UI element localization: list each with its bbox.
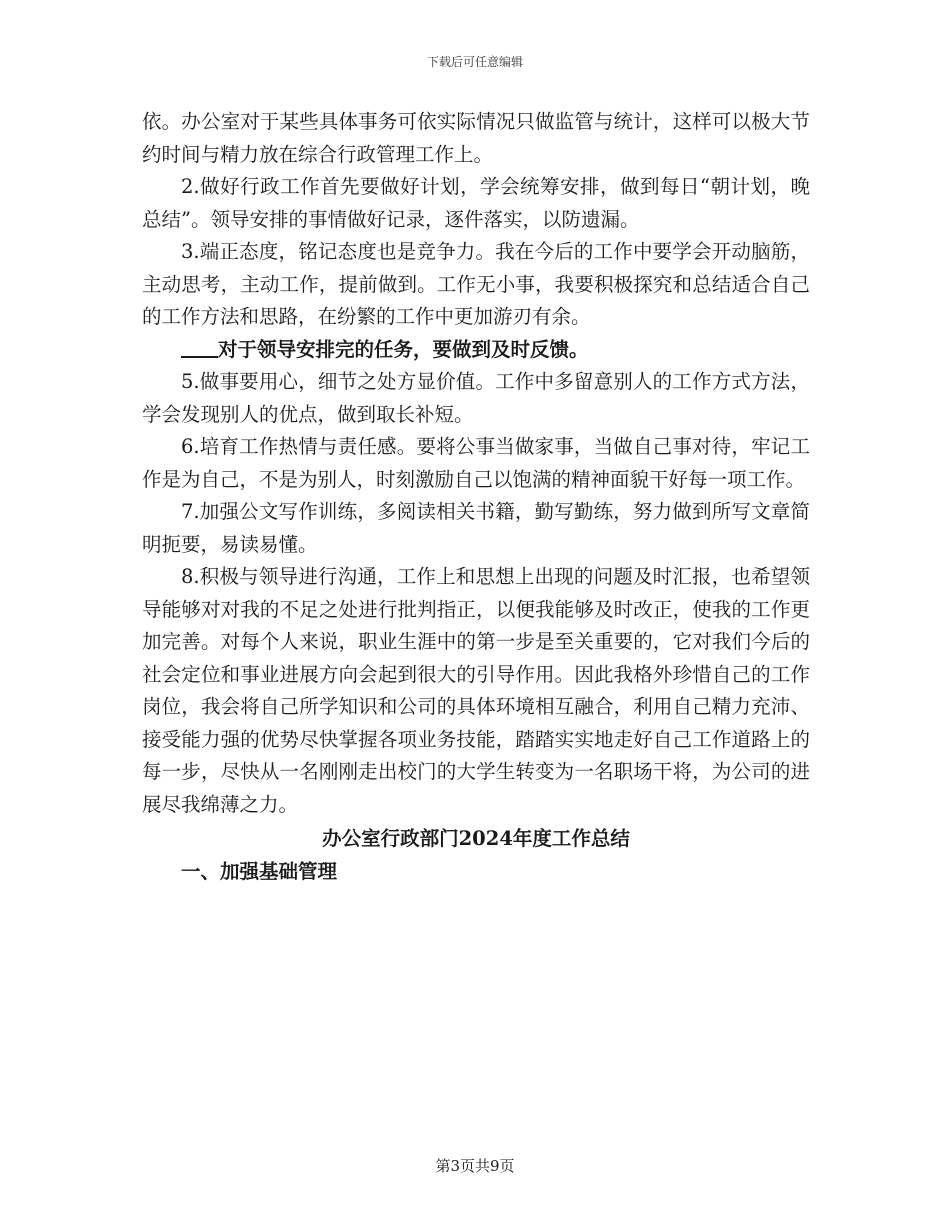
blank-underline: [181, 336, 218, 358]
paragraph-continuation: 依。办公室对于某些具体事务可依实际情况只做监管与统计，这样可以极大节约时间与精力放在综合行政管理工作上。: [142, 110, 810, 166]
page-footer: 第3页共9页: [435, 1157, 515, 1175]
paragraph-item-3: 3.端正态度，铭记态度也是竞争力。我在今后的工作中要学会开动脑筋，主动思考，主动工作，提前做到。工作无小事，我要积极探究和总结适合自己的工作方法和思路，在纷繁的工作中更加游刃有余。: [142, 240, 810, 328]
paragraph-item-2: 2.做好行政工作首先要做好计划，学会统筹安排，做到每日“朝计划，晚总结”。领导安排的事情做好记录，逐件落实，以防遗漏。: [142, 175, 810, 231]
page-header: 下载后可任意编辑: [426, 55, 523, 69]
paragraph-item-4-text: 对于领导安排完的任务，要做到及时反馈。: [218, 337, 589, 361]
paragraph-item-4: [142, 334, 810, 367]
section-title: 办公室行政部门2024年度工作总结: [322, 827, 630, 850]
paragraph-item-8: 8.积极与领导进行沟通，工作上和思想上出现的问题及时汇报，也希望领导能够对对我的不足之处进行批判指正，以便我能够及时改正，使我的工作更加完善。对每个人来说，职业生涯中的第一步是至关重要的，它对我们今后的社会定位和事业进展方向会起到很大的引导作用。因此我格外珍惜自己的工作岗位，我会将自己所学知识和公司的具体环境相互融合，利用自己精力充沛、接受能力强的优势尽快掌握各项业务技能，踏踏实实地走好自己工作道路上的每一步，尽快从一名刚刚走出校门的大学生转变为一名职场干将，为公司的进展尽我绵薄之力。: [142, 565, 810, 816]
paragraph-item-6: 6.培育工作热情与责任感。要将公事当做家事，当做自己事对待，牢记工作是为自己，不是为别人，时刻激励自己以饱满的精神面貌干好每一项工作。: [142, 435, 810, 491]
document-body: [142, 106, 810, 888]
paragraph-item-7: 7.加强公文写作训练，多阅读相关书籍，勤写勤练，努力做到所写文章简明扼要，易读易懂。: [142, 500, 810, 556]
section-heading: 一、加强基础管理: [181, 859, 338, 883]
paragraph-item-5: 5.做事要用心，细节之处方显价值。工作中多留意别人的工作方式方法，学会发现别人的优点，做到取长补短。: [142, 370, 810, 426]
